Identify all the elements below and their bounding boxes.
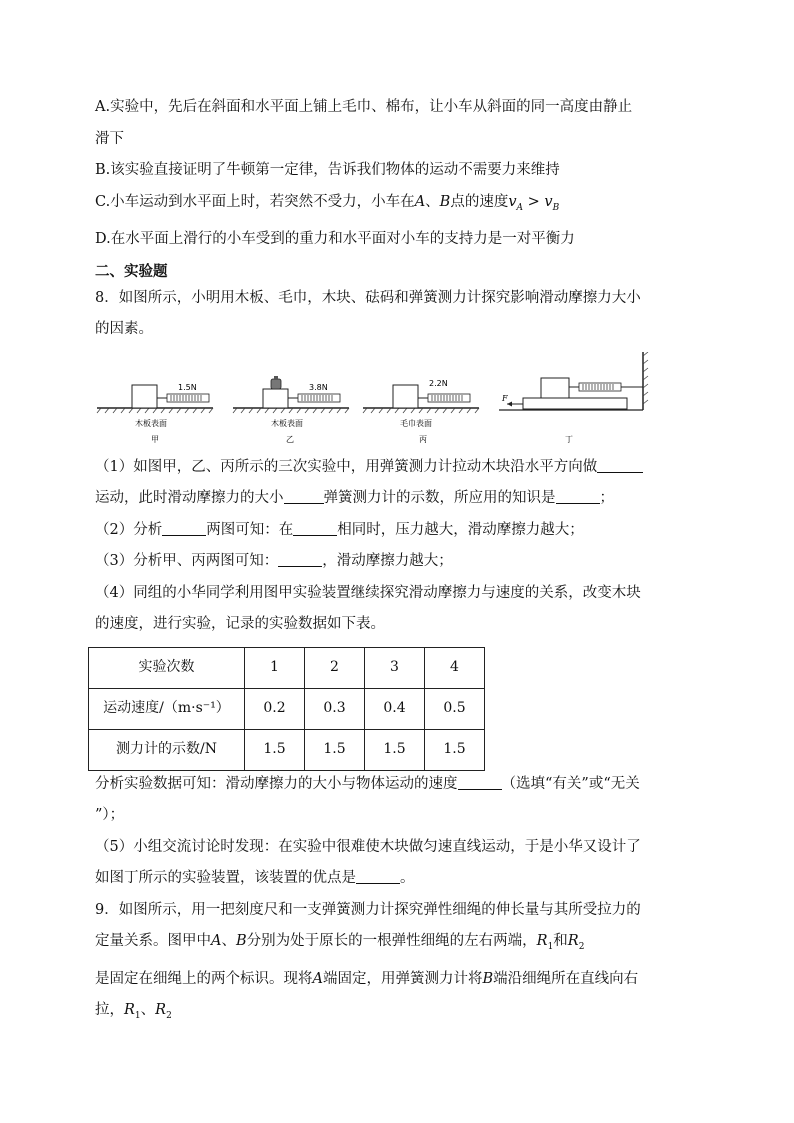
- speed-force-table: [88, 647, 485, 771]
- label-yi: 乙: [286, 434, 294, 444]
- option-b: B.该实验直接证明了牛顿第一定律，告诉我们物体的运动不需要力来维持: [95, 162, 560, 178]
- spring-scale: [298, 394, 340, 402]
- q8-part4-line1: （4）同组的小华同学利用图甲实验装置继续探究滑动摩擦力与速度的关系，改变木块: [95, 584, 641, 601]
- table-row-label: 测力计的示数/N: [89, 729, 245, 770]
- surface-bing: 毛巾表面: [400, 418, 432, 428]
- section-heading: 二、实验题: [95, 264, 168, 281]
- exam-page: [95, 92, 707, 1033]
- table-cell: 1.5: [245, 729, 305, 770]
- figure-ding: [499, 352, 648, 444]
- table-header-cell: 实验次数: [89, 647, 245, 688]
- q8-part1-line2: 运动，此时滑动摩擦力的大小 弹簧测力计的示数，所应用的知识是 ；: [95, 490, 614, 507]
- table-row: [89, 647, 485, 688]
- reading-jia: 1.5N: [178, 382, 197, 392]
- option-c: C.小车运动到水平面上时，若突然不受力，小车在A、B点的速度$v_A > v_B$: [95, 193, 560, 213]
- table-cell: 0.5: [425, 688, 485, 729]
- option-a-line2: 滑下: [95, 130, 124, 147]
- table-header-cell: 3: [365, 647, 425, 688]
- q9-line2: 定量关系。图甲中A、B分别为处于原长的一根弹性细绳的左右两端，$R_1$和$R_2$: [95, 933, 585, 953]
- reading-bing: 2.2N: [429, 378, 448, 388]
- q8-part5-line1: （5）小组交流讨论时发现：在实验中很难使木块做匀速直线运动，于是小华又设计了: [95, 838, 641, 855]
- table-cell: 0.4: [365, 688, 425, 729]
- table-cell: 1.5: [425, 729, 485, 770]
- label-ding: 丁: [565, 434, 573, 444]
- spring-scale: [167, 394, 209, 402]
- q8-part5-line2: 如图丁所示的实验装置，该装置的优点是 。: [95, 870, 415, 887]
- answer-blank[interactable]: [162, 520, 206, 536]
- q9-line1: 9．如图所示，用一把刻度尺和一支弹簧测力计探究弹性细绳的伸长量与其所受拉力的: [95, 901, 641, 918]
- answer-blank[interactable]: [556, 489, 600, 505]
- q8-analysis-line2: ”）；: [95, 807, 125, 824]
- q8-part3: （3）分析甲、丙两图可知： ，滑动摩擦力越大；: [95, 553, 453, 570]
- figure-bing: [363, 379, 479, 444]
- figure-yi: [233, 376, 349, 444]
- answer-blank[interactable]: [293, 520, 337, 536]
- option-d: D.在水平面上滑行的小车受到的重力和水平面对小车的支持力是一对平衡力: [95, 230, 575, 247]
- answer-blank[interactable]: [284, 489, 324, 505]
- q9-line3: 是固定在细绳上的两个标识。现将A端固定，用弹簧测力计将B端沿细绳所在直线向右: [95, 970, 639, 987]
- q8-stem-line1: 8．如图所示，小明用木板、毛巾，木块、砝码和弹簧测力计探究影响滑动摩擦力大小: [95, 289, 641, 306]
- spring-scale: [428, 394, 470, 402]
- weight-icon: [271, 379, 281, 389]
- surface-jia: 木板表面: [135, 418, 167, 428]
- q8-stem-line2: 的因素。: [95, 321, 153, 338]
- table-header-cell: 1: [245, 647, 305, 688]
- friction-experiment-figure: [95, 352, 707, 452]
- wood-block: [263, 389, 288, 408]
- wood-block: [132, 385, 157, 408]
- weight-knob: [274, 376, 278, 379]
- answer-blank[interactable]: [278, 552, 322, 568]
- wood-block: [541, 378, 569, 398]
- q8-part4-line2: 的速度，进行实验，记录的实验数据如下表。: [95, 616, 385, 633]
- wood-block: [393, 385, 418, 408]
- answer-blank[interactable]: [458, 774, 502, 790]
- q8-part2: （2）分析 两图可知：在 相同时，压力越大，滑动摩擦力越大；: [95, 521, 584, 538]
- table-cell: 0.3: [305, 688, 365, 729]
- arrow-left-icon: [507, 401, 512, 406]
- reading-yi: 3.8N: [309, 382, 328, 392]
- q8-part1-line1: （1）如图甲，乙、丙所示的三次实验中，用弹簧测力计拉动木块沿水平方向做: [95, 452, 707, 484]
- table-header-cell: 2: [305, 647, 365, 688]
- answer-blank[interactable]: [356, 869, 400, 885]
- option-a-line1: A.实验中，先后在斜面和水平面上铺上毛巾、棉布，让小车从斜面的同一高度由静止: [95, 99, 633, 115]
- answer-blank[interactable]: [597, 457, 643, 473]
- table-row: [89, 688, 485, 729]
- q8-analysis-line1: 分析实验数据可知：滑动摩擦力的大小与物体运动的速度 （选填“有关”或“无关: [95, 775, 640, 792]
- q9-line4: 拉，$R_1$、$R_2$: [95, 1002, 172, 1022]
- table-row-label: 运动速度/（m·s⁻¹）: [89, 688, 245, 729]
- table-header-cell: 4: [425, 647, 485, 688]
- figure-jia: [97, 383, 213, 444]
- surface-yi: 木板表面: [271, 418, 303, 428]
- spring-scale: [579, 383, 621, 391]
- friction-figure-svg: [95, 352, 655, 452]
- force-label: F: [502, 393, 508, 403]
- table-cell: 0.2: [245, 688, 305, 729]
- table-cell: 1.5: [365, 729, 425, 770]
- table-row: [89, 729, 485, 770]
- table-cell: 1.5: [305, 729, 365, 770]
- long-board: [523, 398, 627, 409]
- label-bing: 丙: [419, 434, 427, 444]
- label-jia: 甲: [151, 434, 159, 444]
